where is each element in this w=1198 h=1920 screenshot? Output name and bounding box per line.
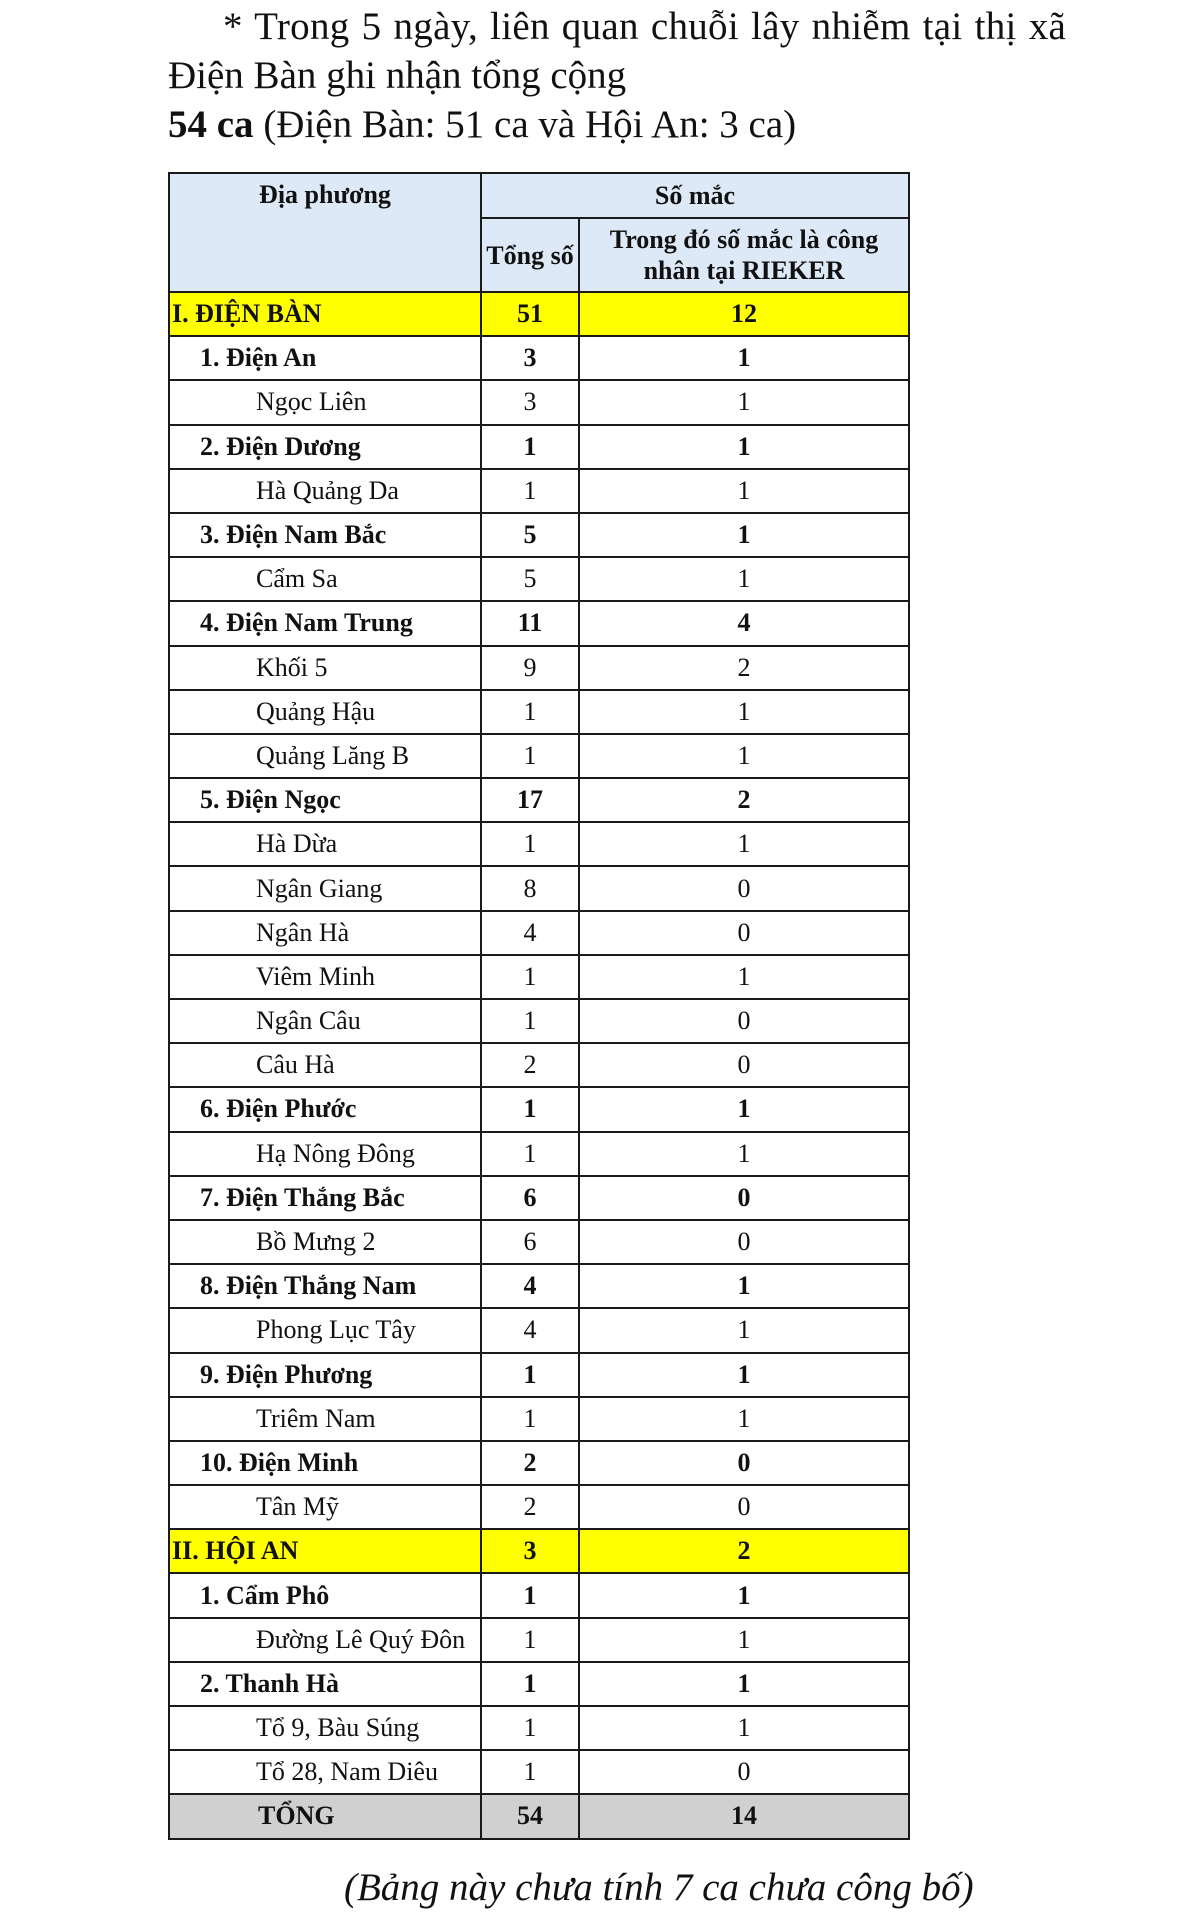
total-cases-cell: 11	[481, 601, 579, 645]
rieker-cases-cell: 12	[579, 292, 909, 336]
rieker-cases-cell: 0	[579, 1176, 909, 1220]
location-name-cell: Ngọc Liên	[169, 380, 481, 424]
location-name-cell: Phong Lục Tây	[169, 1308, 481, 1352]
header-location: Địa phương	[169, 173, 481, 292]
table-row-locality	[169, 1706, 909, 1750]
location-name-cell: Khối 5	[169, 646, 481, 690]
location-name-cell: Hà Quảng Da	[169, 469, 481, 513]
table-row-locality	[169, 557, 909, 601]
total-cases-cell: 1	[481, 1618, 579, 1662]
rieker-cases-cell: 1	[579, 1573, 909, 1617]
location-name-cell: Cẩm Sa	[169, 557, 481, 601]
header-cases: Số mắc	[481, 173, 909, 218]
rieker-cases-cell: 1	[579, 734, 909, 778]
rieker-cases-cell: 2	[579, 778, 909, 822]
total-cases-highlight: 54 ca	[168, 103, 254, 146]
rieker-cases-cell: 1	[579, 336, 909, 380]
rieker-cases-cell: 1	[579, 690, 909, 734]
total-cases-cell: 4	[481, 1264, 579, 1308]
location-name-cell: TỔNG	[169, 1794, 481, 1838]
total-cases-cell: 8	[481, 866, 579, 910]
case-statistics-table	[168, 172, 910, 1840]
rieker-cases-cell: 2	[579, 646, 909, 690]
total-cases-cell: 1	[481, 1750, 579, 1794]
table-row-district	[169, 425, 909, 469]
rieker-cases-cell: 1	[579, 380, 909, 424]
rieker-cases-cell: 0	[579, 1485, 909, 1529]
rieker-cases-cell: 0	[579, 911, 909, 955]
total-cases-cell: 9	[481, 646, 579, 690]
total-cases-cell: 5	[481, 513, 579, 557]
total-cases-cell: 2	[481, 1441, 579, 1485]
rieker-cases-cell: 1	[579, 1618, 909, 1662]
total-cases-cell: 4	[481, 911, 579, 955]
rieker-cases-cell: 1	[579, 1397, 909, 1441]
table-row-total	[169, 1794, 909, 1838]
rieker-cases-cell: 1	[579, 1662, 909, 1706]
location-name-cell: 4. Điện Nam Trung	[169, 601, 481, 645]
total-cases-cell: 1	[481, 690, 579, 734]
location-name-cell: Tổ 9, Bàu Súng	[169, 1706, 481, 1750]
table-row-locality	[169, 380, 909, 424]
table-row-locality	[169, 1485, 909, 1529]
location-name-cell: Quảng Lăng B	[169, 734, 481, 778]
rieker-cases-cell: 0	[579, 1441, 909, 1485]
table-row-locality	[169, 734, 909, 778]
intro-line-3-detail: (Điện Bàn: 51 ca và Hội An: 3 ca)	[253, 103, 797, 146]
rieker-cases-cell: 0	[579, 1220, 909, 1264]
location-name-cell: Bồ Mưng 2	[169, 1220, 481, 1264]
location-name-cell: 2. Thanh Hà	[169, 1662, 481, 1706]
location-name-cell: Hạ Nông Đông	[169, 1132, 481, 1176]
table-row-locality	[169, 911, 909, 955]
location-name-cell: I. ĐIỆN BÀN	[169, 292, 481, 336]
table-row-district	[169, 1353, 909, 1397]
table-row-district	[169, 1662, 909, 1706]
location-name-cell: 10. Điện Minh	[169, 1441, 481, 1485]
rieker-cases-cell: 0	[579, 999, 909, 1043]
location-name-cell: Ngân Câu	[169, 999, 481, 1043]
table-row-locality	[169, 822, 909, 866]
location-name-cell: 2. Điện Dương	[169, 425, 481, 469]
header-total: Tổng số	[481, 218, 579, 292]
location-name-cell: Quảng Hậu	[169, 690, 481, 734]
total-cases-cell: 1	[481, 955, 579, 999]
rieker-cases-cell: 4	[579, 601, 909, 645]
intro-line-3	[168, 100, 1168, 149]
table-row-district	[169, 778, 909, 822]
intro-line-2: Điện Bàn ghi nhận tổng cộng	[168, 54, 627, 97]
table-row-locality	[169, 866, 909, 910]
total-cases-cell: 1	[481, 425, 579, 469]
total-cases-cell: 1	[481, 1397, 579, 1441]
total-cases-cell: 2	[481, 1485, 579, 1529]
table-row-locality	[169, 1618, 909, 1662]
header-rieker: Trong đó số mắc là công nhân tại RIEKER	[579, 218, 909, 292]
location-name-cell: Ngân Hà	[169, 911, 481, 955]
rieker-cases-cell: 1	[579, 1308, 909, 1352]
total-cases-cell: 1	[481, 469, 579, 513]
table-row-section	[169, 292, 909, 336]
table-row-locality	[169, 955, 909, 999]
location-name-cell: 7. Điện Thắng Bắc	[169, 1176, 481, 1220]
location-name-cell: Hà Dừa	[169, 822, 481, 866]
location-name-cell: Triêm Nam	[169, 1397, 481, 1441]
location-name-cell: Đường Lê Quý Đôn	[169, 1618, 481, 1662]
rieker-cases-cell: 1	[579, 822, 909, 866]
table-row-locality	[169, 999, 909, 1043]
intro-line-1: * Trong 5 ngày, liên quan chuỗi lây nhiễm tại thị xã	[223, 5, 1067, 48]
location-name-cell: Câu Hà	[169, 1043, 481, 1087]
location-name-cell: Viêm Minh	[169, 955, 481, 999]
rieker-cases-cell: 0	[579, 866, 909, 910]
total-cases-cell: 3	[481, 336, 579, 380]
total-cases-cell: 17	[481, 778, 579, 822]
table-row-district	[169, 601, 909, 645]
location-name-cell: 1. Điện An	[169, 336, 481, 380]
intro-paragraph	[168, 2, 1168, 149]
table-row-district	[169, 1176, 909, 1220]
total-cases-cell: 54	[481, 1794, 579, 1838]
table-row-locality	[169, 646, 909, 690]
table-row-district	[169, 1573, 909, 1617]
rieker-cases-cell: 0	[579, 1043, 909, 1087]
table-row-district	[169, 1441, 909, 1485]
total-cases-cell: 6	[481, 1220, 579, 1264]
rieker-cases-cell: 2	[579, 1529, 909, 1573]
total-cases-cell: 6	[481, 1176, 579, 1220]
total-cases-cell: 1	[481, 734, 579, 778]
total-cases-cell: 1	[481, 999, 579, 1043]
location-name-cell: 3. Điện Nam Bắc	[169, 513, 481, 557]
total-cases-cell: 1	[481, 1706, 579, 1750]
total-cases-cell: 1	[481, 1132, 579, 1176]
table-row-locality	[169, 469, 909, 513]
location-name-cell: 6. Điện Phước	[169, 1087, 481, 1131]
table-row-district	[169, 1264, 909, 1308]
footnote: (Bảng này chưa tính 7 ca chưa công bố)	[344, 1866, 974, 1909]
location-name-cell: 1. Cẩm Phô	[169, 1573, 481, 1617]
table-body	[169, 292, 909, 1839]
location-name-cell: Tân Mỹ	[169, 1485, 481, 1529]
total-cases-cell: 5	[481, 557, 579, 601]
rieker-cases-cell: 1	[579, 1264, 909, 1308]
table-row-locality	[169, 1043, 909, 1087]
rieker-cases-cell: 14	[579, 1794, 909, 1838]
total-cases-cell: 1	[481, 1573, 579, 1617]
rieker-cases-cell: 0	[579, 1750, 909, 1794]
table-row-locality	[169, 690, 909, 734]
total-cases-cell: 51	[481, 292, 579, 336]
location-name-cell: Tổ 28, Nam Diêu	[169, 1750, 481, 1794]
rieker-cases-cell: 1	[579, 1087, 909, 1131]
location-name-cell: 9. Điện Phương	[169, 1353, 481, 1397]
location-name-cell: Ngân Giang	[169, 866, 481, 910]
table-row-locality	[169, 1397, 909, 1441]
rieker-cases-cell: 1	[579, 1132, 909, 1176]
total-cases-cell: 1	[481, 1087, 579, 1131]
location-name-cell: 8. Điện Thắng Nam	[169, 1264, 481, 1308]
total-cases-cell: 1	[481, 1662, 579, 1706]
rieker-cases-cell: 1	[579, 425, 909, 469]
rieker-cases-cell: 1	[579, 513, 909, 557]
total-cases-cell: 3	[481, 380, 579, 424]
table-row-district	[169, 513, 909, 557]
location-name-cell: 5. Điện Ngọc	[169, 778, 481, 822]
table-row-district	[169, 1087, 909, 1131]
rieker-cases-cell: 1	[579, 1706, 909, 1750]
total-cases-cell: 1	[481, 1353, 579, 1397]
table-row-locality	[169, 1132, 909, 1176]
table-row-locality	[169, 1220, 909, 1264]
table-row-locality	[169, 1308, 909, 1352]
table-header	[169, 173, 909, 292]
table-row-district	[169, 336, 909, 380]
table-row-locality	[169, 1750, 909, 1794]
total-cases-cell: 1	[481, 822, 579, 866]
rieker-cases-cell: 1	[579, 1353, 909, 1397]
total-cases-cell: 3	[481, 1529, 579, 1573]
table-row-section	[169, 1529, 909, 1573]
location-name-cell: II. HỘI AN	[169, 1529, 481, 1573]
total-cases-cell: 4	[481, 1308, 579, 1352]
rieker-cases-cell: 1	[579, 557, 909, 601]
total-cases-cell: 2	[481, 1043, 579, 1087]
rieker-cases-cell: 1	[579, 955, 909, 999]
rieker-cases-cell: 1	[579, 469, 909, 513]
